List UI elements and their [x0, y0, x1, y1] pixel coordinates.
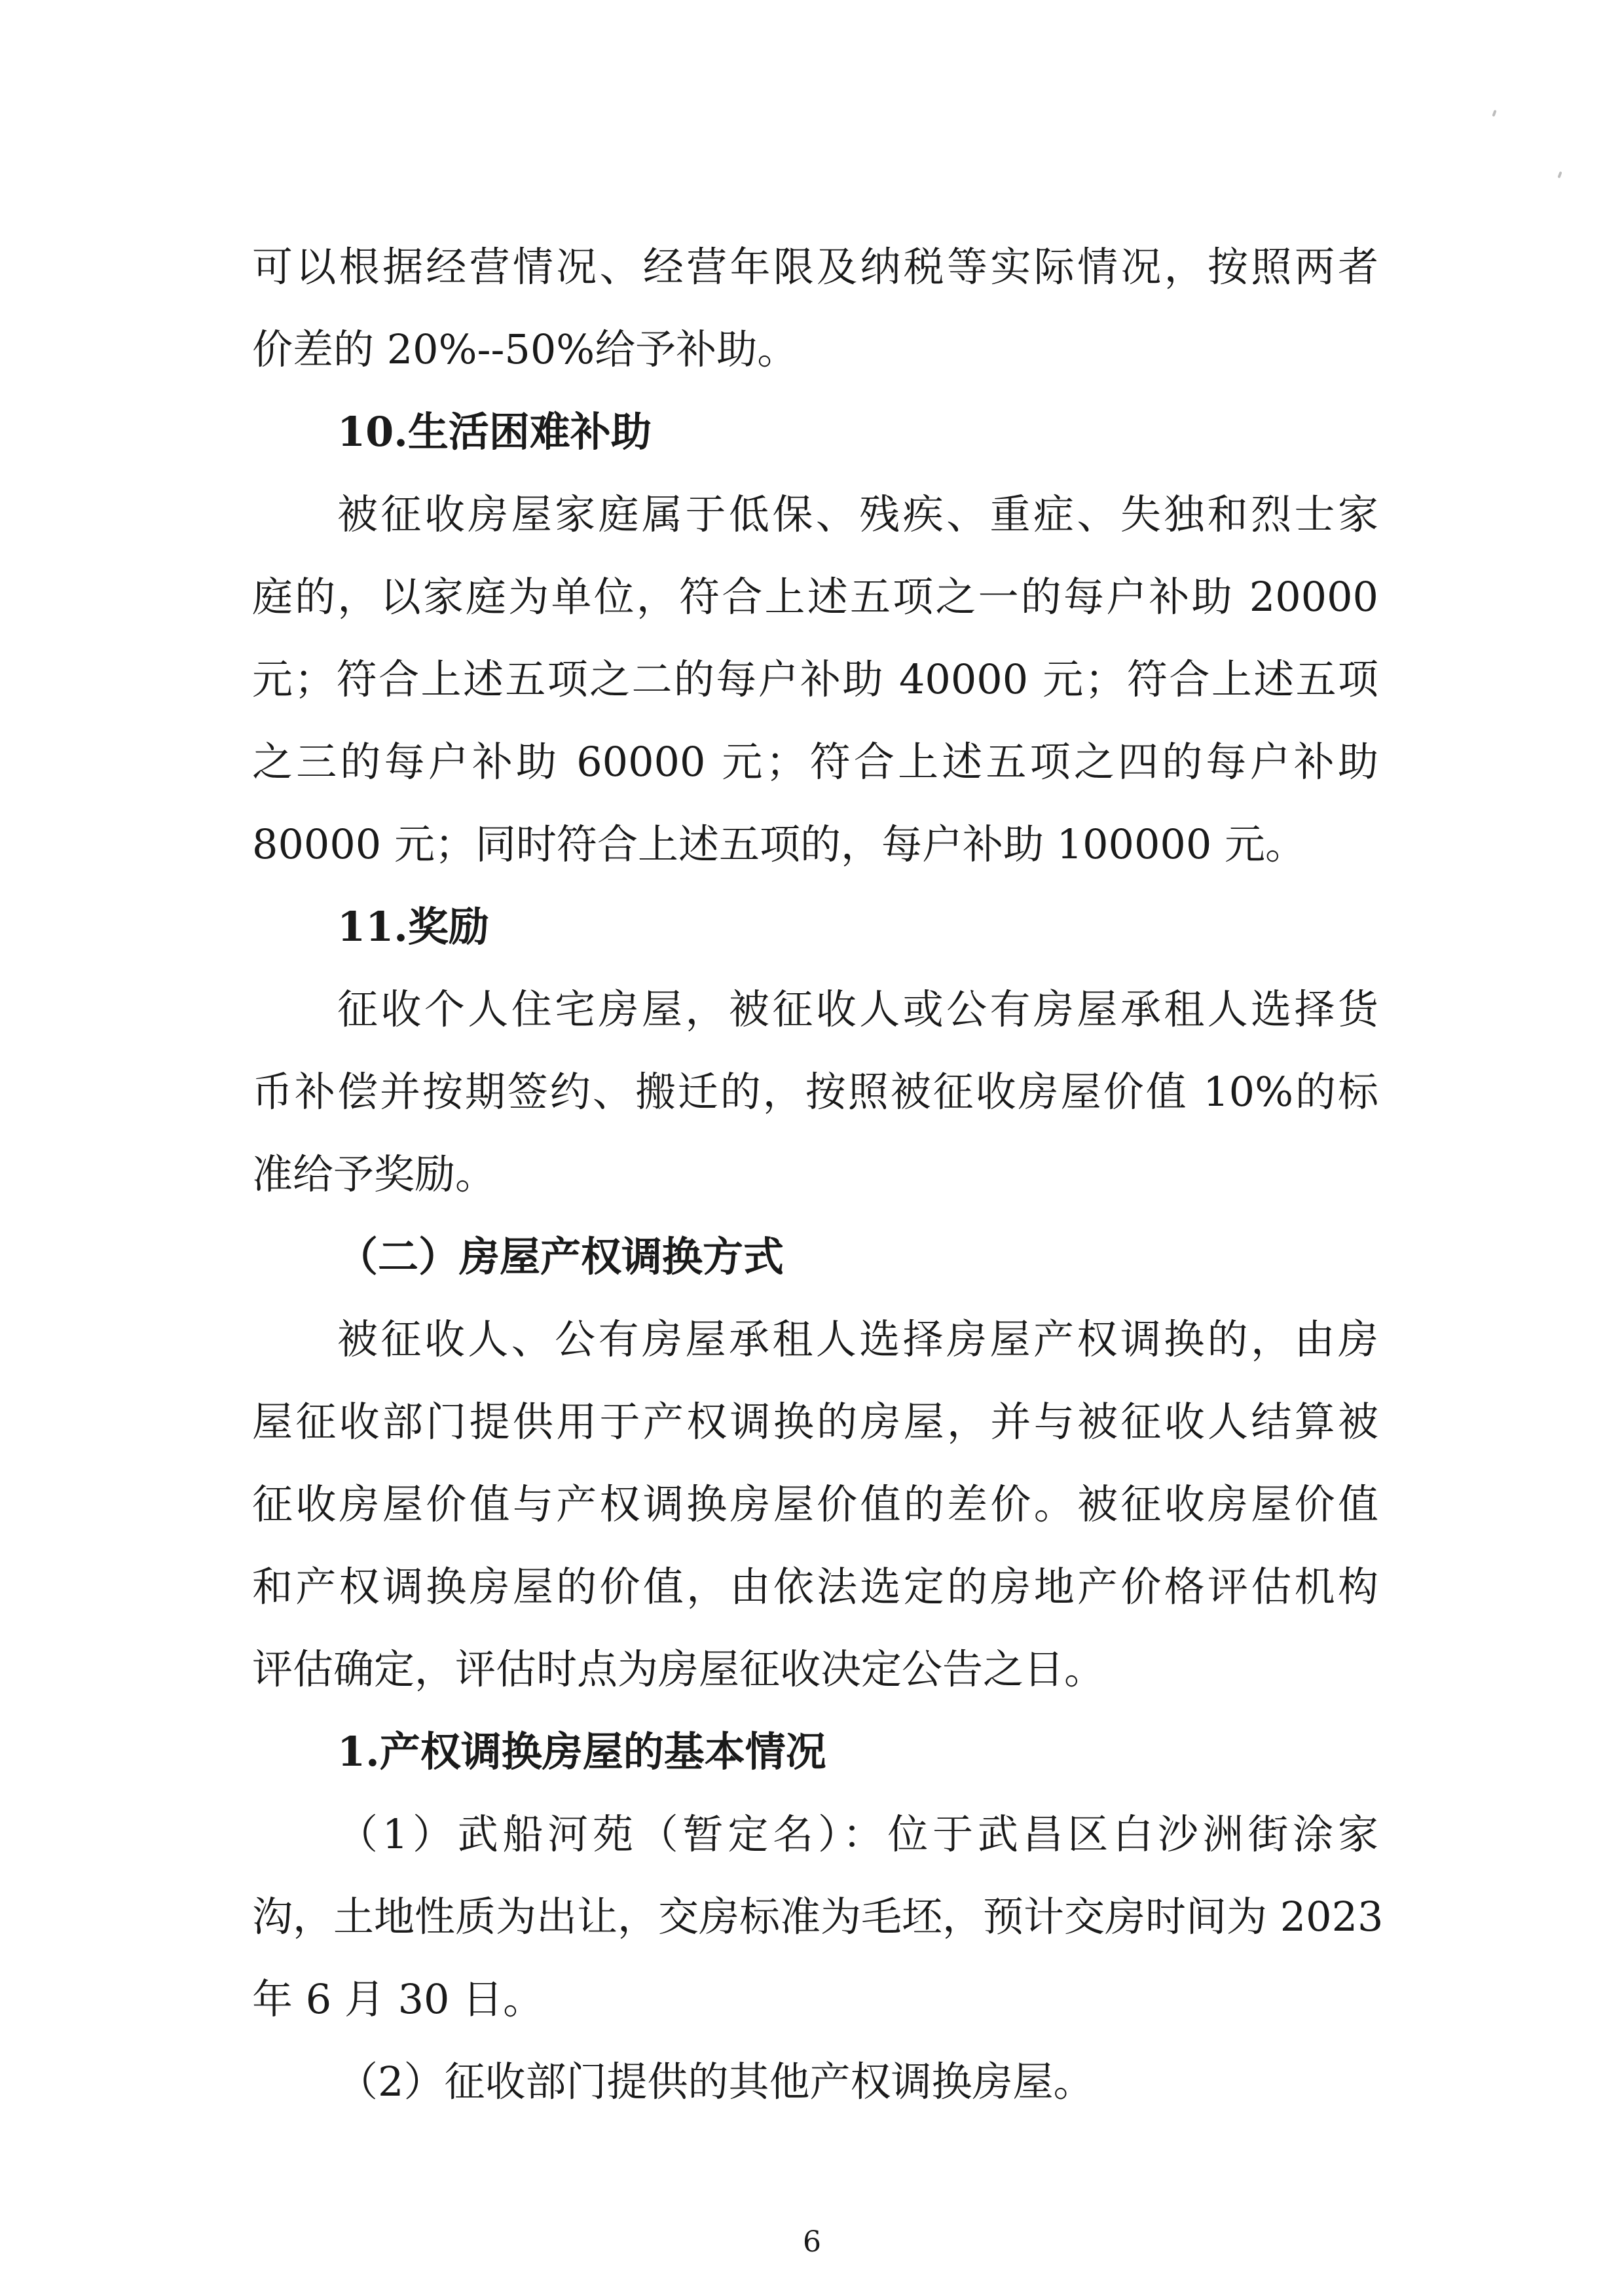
page-number: 6 [803, 2225, 821, 2259]
body-line: 庭的，以家庭为单位，符合上述五项之一的每户补助 20000 [252, 573, 1378, 621]
body-line: 准给予奖励。 [252, 1150, 496, 1198]
scan-speck [1557, 172, 1562, 179]
body-line: 征收个人住宅房屋，被征收人或公有房屋承租人选择货 [337, 985, 1378, 1033]
section-heading: 10.生活困难补助 [337, 408, 652, 456]
body-line: 征收房屋价值与产权调换房屋价值的差价。被征收房屋价值 [252, 1480, 1378, 1528]
body-line: 评估确定，评估时点为房屋征收决定公告之日。 [252, 1645, 1105, 1693]
subsection-heading: （二）房屋产权调换方式 [337, 1233, 784, 1281]
scan-speck [1492, 110, 1496, 117]
body-line: 之三的每户补助 60000 元；符合上述五项之四的每户补助 [252, 738, 1378, 786]
body-line: 币补偿并按期签约、搬迁的，按照被征收房屋价值 10%的标 [252, 1068, 1378, 1116]
body-line: 被征收房屋家庭属于低保、残疾、重症、失独和烈士家 [337, 490, 1378, 538]
body-line: 屋征收部门提供用于产权调换的房屋，并与被征收人结算被 [252, 1398, 1378, 1446]
body-line: （1）武船河苑（暂定名）：位于武昌区白沙洲街涂家 [337, 1810, 1378, 1858]
body-line: 年 6 月 30 日。 [252, 1975, 544, 2023]
body-line: 沟，土地性质为出让，交房标准为毛坯，预计交房时间为 2023 [252, 1893, 1384, 1941]
body-line: 80000 元；同时符合上述五项的，每户补助 100000 元。 [252, 820, 1306, 868]
body-line: （2）征收部门提供的其他产权调换房屋。 [337, 2058, 1094, 2105]
body-line: 和产权调换房屋的价值，由依法选定的房地产价格评估机构 [252, 1563, 1378, 1611]
section-heading: 11.奖励 [337, 903, 489, 951]
body-line: 元；符合上述五项之二的每户补助 40000 元；符合上述五项 [252, 655, 1378, 703]
body-line: 可以根据经营情况、经营年限及纳税等实际情况，按照两者 [252, 243, 1378, 291]
body-line: 被征收人、公有房屋承租人选择房屋产权调换的，由房 [337, 1315, 1378, 1363]
body-line: 价差的 20%--50%给予补助。 [252, 325, 798, 373]
section-heading: 1.产权调换房屋的基本情况 [337, 1728, 826, 1776]
